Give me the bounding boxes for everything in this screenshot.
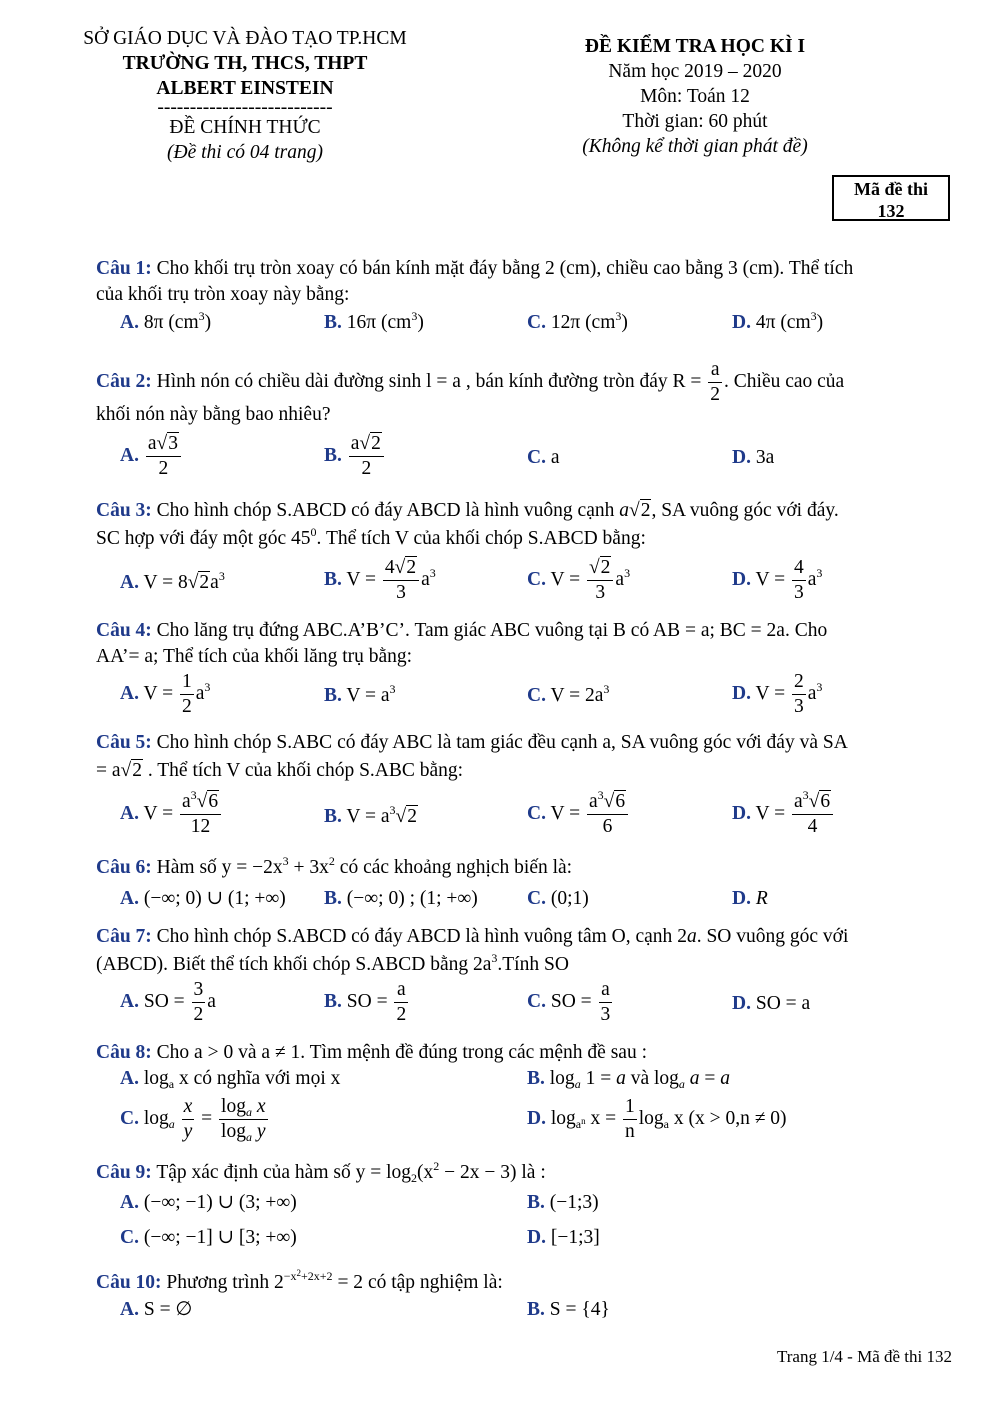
q6-option-c[interactable]: C. (0;1) xyxy=(527,888,589,909)
q3-option-d[interactable]: D. V = $\frac{4}{3}$ $a^3$ xyxy=(732,557,823,603)
q6-option-b[interactable]: B. (−∞; 0) ; (1; +∞) xyxy=(324,888,478,909)
exam-code-label: Mã đề thi xyxy=(854,179,928,199)
question-label: Câu 4: xyxy=(96,620,152,641)
question-5 xyxy=(96,730,952,756)
q1-option-c[interactable]: C. 12π $(cm^3)$ xyxy=(527,309,628,333)
question-text: Hàm số xyxy=(151,857,222,878)
question-3-line2: SC hợp với đáy một góc $45^0$. Thể tích V của khối chóp S.ABCD bằng: xyxy=(96,525,646,549)
question-text: .Tính SO xyxy=(497,954,569,975)
q4-option-a[interactable]: A. V = $\frac{1}{2}$ $a^3$ xyxy=(120,671,211,717)
option-letter: C. xyxy=(527,568,546,590)
q2-option-a[interactable]: A. $\frac{a√3}{2}$ xyxy=(120,432,183,481)
option-letter: A. xyxy=(120,1299,139,1320)
q10-option-a[interactable]: A. S = ∅ xyxy=(120,1299,193,1320)
q5-option-a[interactable]: A. V = $\frac{a^3√6}{12}$ xyxy=(120,790,223,839)
question-label: Câu 9: xyxy=(96,1162,152,1183)
option-letter: D. xyxy=(732,682,751,704)
q1-option-d[interactable]: D. 4π $(cm^3)$ xyxy=(732,309,824,333)
q2-option-b[interactable]: B. $\frac{a√2}{2}$ xyxy=(324,432,386,481)
q7-option-c[interactable]: C. SO = $\frac{a}{3}$ xyxy=(527,979,611,1025)
option-letter: D. xyxy=(732,993,751,1014)
option-letter: B. xyxy=(527,1299,545,1320)
option-text: và xyxy=(625,1068,654,1089)
option-letter: A. xyxy=(120,990,139,1012)
q5-option-b[interactable]: B. $V = a^3√2$ xyxy=(324,803,417,827)
option-letter: A. xyxy=(120,312,139,333)
page-count: (Đề thi có 04 trang) xyxy=(167,142,323,163)
question-label: Câu 1: xyxy=(96,258,152,279)
q8-option-b[interactable]: B. $\log_a 1 = a$ và $\log_a a = a$ xyxy=(527,1068,731,1091)
duration: Thời gian: 60 phút xyxy=(622,111,768,132)
question-4-line2 xyxy=(96,644,952,670)
q8-option-c[interactable]: C. $\log_a$ $\frac{x}{y}$ = $\frac{\log_a x}{\log_a y}$ xyxy=(120,1096,266,1144)
question-label: Câu 5: xyxy=(96,732,152,753)
question-label: Câu 3: xyxy=(96,500,152,521)
option-letter: C. xyxy=(527,888,546,909)
q1-option-b[interactable]: B. 16π $(cm^3)$ xyxy=(324,309,424,333)
option-letter: A. xyxy=(120,888,139,909)
option-letter: A. xyxy=(120,1192,139,1213)
official-label: ĐỀ CHÍNH THỨC xyxy=(169,117,321,138)
option-letter: C. xyxy=(527,312,546,333)
question-text: Phương trình xyxy=(161,1272,274,1293)
question-2: Câu 2: Hình nón có chiều dài đường sinh l = a , bán kính đường tròn đáy R = $\frac{a}{2}$ . Chiều cao của xyxy=(96,359,845,405)
option-letter: A. xyxy=(120,682,139,704)
option-letter: B. xyxy=(324,685,342,706)
option-letter: D. xyxy=(732,802,751,824)
question-text: Cho lăng trụ đứng ABC.A’B’C’. Tam giác ABC vuông tại B có AB = a; BC = 2a. Cho xyxy=(151,620,828,641)
q8-option-d[interactable]: D. $\log_{a^n} x$ = $\frac{1}{n}$ $\log_a x$ (x > 0,n ≠ 0) xyxy=(527,1096,787,1142)
question-text: khối nón này bằng bao nhiêu? xyxy=(96,404,331,425)
q4-option-c[interactable]: C. $V = 2a^3$ xyxy=(527,682,610,706)
question-label: Câu 10: xyxy=(96,1272,162,1293)
option-letter: A. xyxy=(120,1068,139,1089)
q6-option-a[interactable]: A. (−∞; 0) ∪ (1; +∞) xyxy=(120,888,286,909)
q3-option-a[interactable]: A. $V = 8√2a^3$ xyxy=(120,569,225,593)
option-letter: B. xyxy=(527,1192,545,1213)
q9-option-b[interactable]: B. (−1;3) xyxy=(527,1192,599,1213)
question-label: Câu 7: xyxy=(96,926,152,947)
option-letter: A. xyxy=(120,802,139,824)
q9-option-a[interactable]: A. (−∞; −1) ∪ (3; +∞) xyxy=(120,1192,297,1213)
option-letter: A. xyxy=(120,444,139,466)
q2-option-d[interactable]: D. 3a xyxy=(732,447,775,468)
exam-code-box xyxy=(832,175,950,221)
question-text: , SA vuông góc với đáy. xyxy=(651,500,839,521)
question-1-line2 xyxy=(96,282,952,308)
question-text: . Chiều cao của xyxy=(724,370,845,392)
option-letter: B. xyxy=(324,312,342,333)
dept-name: SỞ GIÁO DỤC VÀ ĐÀO TẠO TP.HCM xyxy=(83,28,407,49)
option-letter: C. xyxy=(527,685,546,706)
duration-note: (Không kể thời gian phát đề) xyxy=(582,136,808,157)
option-letter: D. xyxy=(732,312,751,333)
school-year: Năm học 2019 – 2020 xyxy=(608,61,782,82)
question-text: Cho hình chóp S.ABCD có đáy ABCD là hình vuông tâm O, cạnh xyxy=(151,926,678,947)
divider: --------------------------- xyxy=(157,97,333,118)
question-10: Câu 10: Phương trình $2^{-x^2+2x+2} = 2$ có tập nghiệm là: xyxy=(96,1268,503,1293)
subject: Môn: Toán 12 xyxy=(640,86,750,107)
option-letter: D. xyxy=(732,568,751,590)
option-letter: C. xyxy=(527,447,546,468)
question-text: Cho a > 0 và a ≠ 1. Tìm mệnh đề đúng trong các mệnh đề sau : xyxy=(151,1042,647,1063)
school-name-2: ALBERT EINSTEIN xyxy=(156,78,334,99)
question-3: Câu 3: Cho hình chóp S.ABCD có đáy ABCD là hình vuông cạnh a√2, SA vuông góc với đáy. xyxy=(96,500,839,521)
option-letter: D. xyxy=(732,888,751,909)
exam-title: ĐỀ KIỂM TRA HỌC KÌ I xyxy=(584,36,806,57)
option-letter: C. xyxy=(120,1107,139,1129)
question-text: có các khoảng nghịch biến là: xyxy=(334,857,573,878)
question-text: Cho khối trụ tròn xoay có bán kính mặt đáy bằng 2 (cm), chiều cao bằng 3 (cm). Thể tích xyxy=(151,258,854,279)
q3-option-b[interactable]: B. V = $\frac{4√2}{3}$ $a^3$ xyxy=(324,557,436,603)
question-text: (ABCD). Biết thể tích khối chóp S.ABCD bằng xyxy=(96,954,473,975)
q9-option-c[interactable]: C. (−∞; −1] ∪ [3; +∞) xyxy=(120,1227,297,1248)
question-label: Câu 8: xyxy=(96,1042,152,1063)
option-letter: B. xyxy=(324,444,342,466)
question-text: Hình nón có chiều dài đường sinh xyxy=(151,370,427,392)
question-text: Tập xác định của hàm số xyxy=(151,1162,356,1183)
question-text: Cho hình chóp S.ABCD có đáy ABCD là hình vuông cạnh xyxy=(151,500,620,521)
question-4 xyxy=(96,618,952,644)
question-2-line2 xyxy=(96,402,952,428)
q7-option-b[interactable]: B. SO = $\frac{a}{2}$ xyxy=(324,979,407,1025)
question-6: Câu 6: Hàm số $y = -2x^3 + 3x^2$ có các khoảng nghịch biến là: xyxy=(96,854,573,878)
q8-option-a[interactable]: A. $\log_a x$ có nghĩa với mọi x xyxy=(120,1068,341,1091)
q3-option-c[interactable]: C. V = $\frac{√2}{3}$ $a^3$ xyxy=(527,557,631,603)
question-text: AA’= a; Thể tích của khối lăng trụ bằng: xyxy=(96,646,413,667)
q5-option-d[interactable]: D. V = $\frac{a^3√6}{4}$ xyxy=(732,790,835,839)
question-text: SC hợp với đáy một góc xyxy=(96,528,292,549)
page-footer: Trang 1/4 - Mã đề thi 132 xyxy=(776,1347,952,1366)
question-8 xyxy=(96,1040,952,1066)
q1-option-a[interactable]: A. 8π $(cm^3)$ xyxy=(120,309,212,333)
question-text: , bán kính đường tròn đáy xyxy=(460,370,673,392)
question-text: . SO vuông góc với xyxy=(696,926,849,947)
question-text: có tập nghiệm là: xyxy=(363,1272,503,1293)
question-1 xyxy=(96,256,952,282)
q5-option-c[interactable]: C. V = $\frac{a^3√6}{6}$ xyxy=(527,790,630,839)
school-name: TRƯỜNG TH, THCS, THPT xyxy=(122,53,368,74)
question-text: Cho hình chóp S.ABC có đáy ABC là tam giác đều cạnh a, SA vuông góc với đáy và SA xyxy=(151,732,848,753)
header-right xyxy=(540,34,850,159)
q4-option-b[interactable]: B. $V = a^3$ xyxy=(324,682,396,706)
q9-option-d[interactable]: D. [−1;3] xyxy=(527,1227,600,1248)
option-letter: B. xyxy=(324,888,342,909)
q7-option-a[interactable]: A. SO = $\frac{3}{2}$ a xyxy=(120,979,216,1025)
option-text: có nghĩa với mọi x xyxy=(188,1068,341,1089)
option-letter: D. xyxy=(732,447,751,468)
question-text: . Thể tích V của khối chóp S.ABCD bằng: xyxy=(316,528,646,549)
option-letter: A. xyxy=(120,572,139,593)
question-text: là : xyxy=(516,1162,546,1183)
exam-code: 132 xyxy=(877,201,905,221)
question-label: Câu 2: xyxy=(96,370,152,392)
option-letter: B. xyxy=(324,568,342,590)
question-9: Câu 9: Tập xác định của hàm số $y = \log_2(x^2 - 2x - 3)$ là : xyxy=(96,1159,546,1185)
option-letter: B. xyxy=(324,806,342,827)
question-text: của khối trụ tròn xoay này bằng: xyxy=(96,284,350,305)
header-left xyxy=(40,26,450,165)
question-7: Câu 7: Cho hình chóp S.ABCD có đáy ABCD là hình vuông tâm O, cạnh 2a. SO vuông góc với xyxy=(96,926,849,947)
q7-option-d[interactable]: D. SO = a xyxy=(732,993,811,1014)
q2-option-c[interactable]: C. a xyxy=(527,447,560,468)
question-text: . Thể tích V của khối chóp S.ABC bằng: xyxy=(142,760,464,781)
option-letter: D. xyxy=(527,1227,546,1248)
question-label: Câu 6: xyxy=(96,857,152,878)
q4-option-d[interactable]: D. V = $\frac{2}{3}$ $a^3$ xyxy=(732,671,823,717)
option-letter: B. xyxy=(527,1068,545,1089)
question-7-line2: (ABCD). Biết thể tích khối chóp S.ABCD bằng $2a^3.Tính$ SO xyxy=(96,951,569,975)
q10-option-b[interactable]: B. S = {4} xyxy=(527,1299,610,1320)
q6-option-d[interactable]: D. R xyxy=(732,888,768,909)
option-letter: B. xyxy=(324,990,342,1012)
option-letter: D. xyxy=(527,1107,546,1129)
option-letter: C. xyxy=(527,802,546,824)
question-5-line2: = a√2 . Thể tích V của khối chóp S.ABC bằng: xyxy=(96,760,464,781)
option-letter: C. xyxy=(120,1227,139,1248)
option-letter: C. xyxy=(527,990,546,1012)
